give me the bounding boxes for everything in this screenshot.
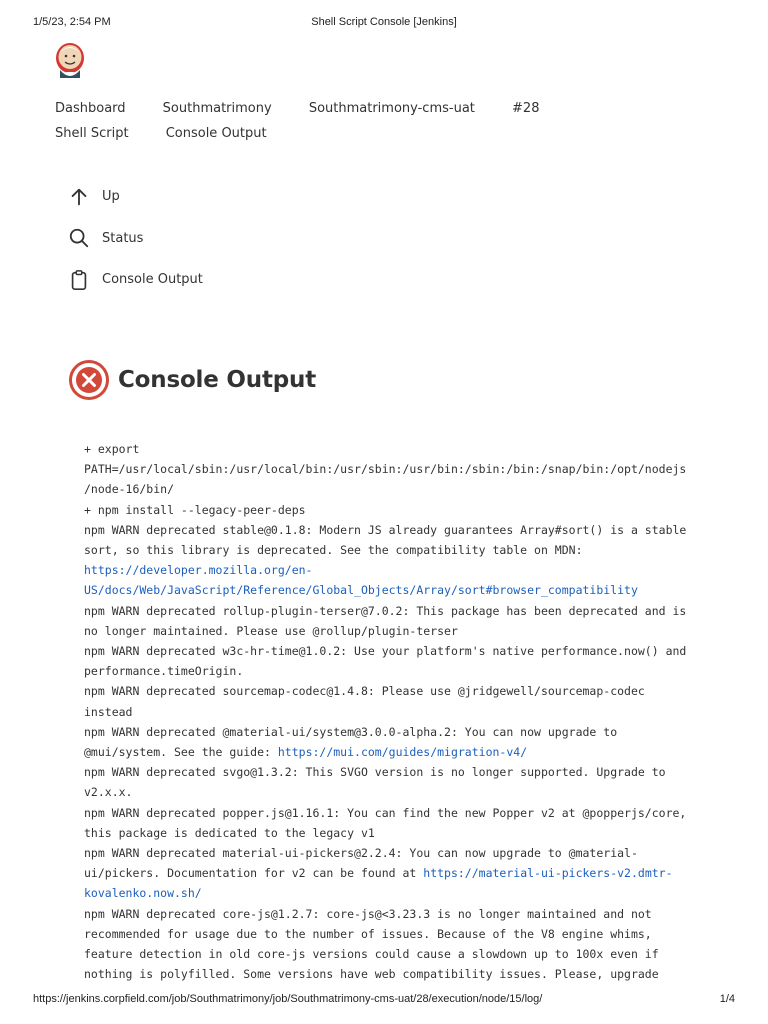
log-line: + npm install --legacy-peer-deps — [84, 502, 306, 517]
log-line: npm WARN deprecated w3c-hr-time@1.0.2: Use your platform's native performance.now() and — [84, 644, 687, 659]
log-line: /node-16/bin/ — [84, 482, 175, 497]
log-line: npm WARN deprecated popper.js@1.16.1: You can find the new Popper v2 at @popperjs/core, — [84, 805, 687, 820]
log-line: nothing is polyfilled. Some versions have web compatibility issues. Please, upgrade — [84, 967, 659, 982]
log-line: this package is dedicated to the legacy v1 — [84, 825, 375, 840]
log-line: PATH=/usr/local/sbin:/usr/local/bin:/usr/sbin:/usr/bin:/sbin:/bin:/snap/bin:/opt/nodejs — [84, 462, 687, 477]
breadcrumb-shell-script[interactable]: Shell Script — [55, 126, 129, 141]
log-line: npm WARN deprecated @material-ui/system@3.0.0-alpha.2: You can now upgrade to — [84, 724, 618, 739]
print-header — [33, 16, 735, 30]
breadcrumb — [55, 96, 675, 146]
log-link-pickers[interactable]: kovalenko.now.sh/ — [84, 886, 202, 901]
clipboard-icon — [68, 269, 90, 291]
log-line: feature detection in old core-js versions could cause a slowdown up to 100x even if — [84, 947, 659, 962]
error-icon — [68, 359, 110, 401]
breadcrumb-southmatrimony-cms-uat[interactable]: Southmatrimony-cms-uat — [308, 101, 475, 116]
log-line: npm WARN deprecated svgo@1.3.2: This SVGO version is no longer supported. Upgrade to — [84, 765, 666, 780]
log-line: npm WARN deprecated stable@0.1.8: Modern JS already guarantees Array#sort() is a stable — [84, 522, 687, 537]
breadcrumb-console-output[interactable]: Console Output — [165, 126, 267, 141]
breadcrumb-southmatrimony[interactable]: Southmatrimony — [162, 101, 272, 116]
log-line: @mui/system. See the guide: — [84, 745, 278, 760]
search-icon — [68, 227, 90, 249]
print-footer — [33, 993, 735, 1007]
print-timestamp: 1/5/23, 2:54 PM — [33, 16, 111, 28]
jenkins-butler-icon[interactable] — [54, 42, 86, 80]
log-link-mdn[interactable]: US/docs/Web/JavaScript/Reference/Global_Objects/Array/sort#browser_compatibility — [84, 583, 638, 598]
print-page-title: Shell Script Console [Jenkins] — [311, 16, 457, 28]
page-heading — [68, 359, 316, 401]
print-url: https://jenkins.corpfield.com/job/Southmatrimony/job/Southmatrimony-cms-uat/28/execution/node/15/log/ — [33, 993, 543, 1005]
log-line: recommended for usage due to the number of issues. Because of the V8 engine whims, — [84, 926, 652, 941]
breadcrumb-build-number[interactable]: #28 — [512, 101, 540, 116]
page-title: Console Output — [118, 367, 316, 393]
log-line: npm WARN deprecated rollup-plugin-terser@7.0.2: This package has been deprecated and is — [84, 603, 687, 618]
log-line: npm WARN deprecated material-ui-pickers@2.2.4: You can now upgrade to @material- — [84, 846, 638, 861]
log-line: instead — [84, 704, 133, 719]
task-console-output-label: Console Output — [102, 272, 203, 288]
log-line: npm WARN deprecated core-js@1.2.7: core-js@<3.23.3 is no longer maintained and not — [84, 906, 652, 921]
log-line: no longer maintained. Please use @rollup/plugin-terser — [84, 623, 458, 638]
log-link-mdn[interactable]: https://developer.mozilla.org/en- — [84, 563, 313, 578]
log-line: v2.x.x. — [84, 785, 133, 800]
breadcrumb-dashboard[interactable]: Dashboard — [55, 101, 126, 116]
task-up[interactable] — [68, 176, 203, 218]
task-up-label: Up — [102, 189, 120, 205]
log-line: sort, so this library is deprecated. See the compatibility table on MDN: — [84, 543, 583, 558]
arrow-up-icon — [68, 186, 90, 208]
print-page-number: 1/4 — [719, 993, 735, 1005]
task-status[interactable] — [68, 218, 203, 260]
side-panel-tasks — [68, 176, 203, 301]
log-line: npm WARN deprecated sourcemap-codec@1.4.8: Please use @jridgewell/sourcemap-codec — [84, 684, 645, 699]
console-log — [84, 439, 694, 984]
log-line: ui/pickers. Documentation for v2 can be found at — [84, 866, 424, 881]
log-line: performance.timeOrigin. — [84, 664, 244, 679]
log-link-pickers[interactable]: https://material-ui-pickers-v2.dmtr- — [423, 866, 673, 881]
log-link-mui-migration[interactable]: https://mui.com/guides/migration-v4/ — [277, 745, 528, 760]
task-status-label: Status — [102, 230, 144, 246]
log-line: + export — [84, 442, 140, 456]
task-console-output[interactable] — [68, 259, 203, 301]
